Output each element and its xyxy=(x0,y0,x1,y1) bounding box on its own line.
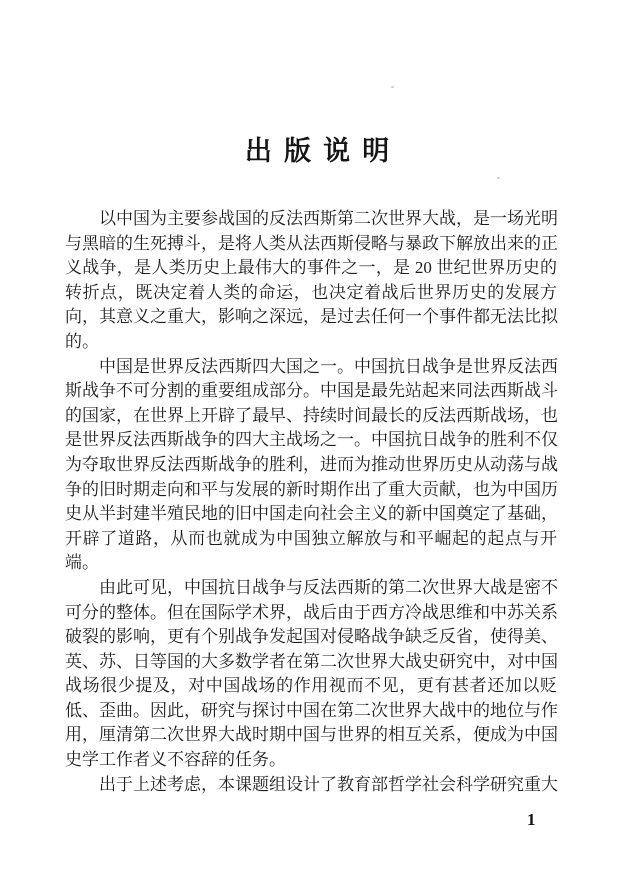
scan-speck xyxy=(391,86,394,88)
body-text xyxy=(65,207,557,797)
text-line: 斯战争不可分割的重要组成部分。中国是最先站起来同法西斯战斗 xyxy=(65,381,558,401)
text-line: 为夺取世界反法西斯战争的胜利，进而为推动世界历史从动荡与战 xyxy=(65,454,558,474)
text-line: 战场很少提及，对中国战场的作用视而不见，更有甚者还加以贬 xyxy=(65,676,557,696)
text-line: 开辟了道路，从而也就成为中国独立解放与和平崛起的起点与开 xyxy=(65,528,557,548)
scan-speck xyxy=(497,177,500,179)
paragraph xyxy=(65,355,557,576)
text-line: 的国家，在世界上开辟了最早、持续时间最长的反法西斯战场，也 xyxy=(65,405,558,425)
text-line: 出于上述考虑，本课题组设计了教育部哲学社会科学研究重大 xyxy=(99,774,558,794)
page-number: 1 xyxy=(527,810,536,829)
text-line: 低、歪曲。因此，研究与探讨中国在第二次世界大战中的地位与作 xyxy=(65,700,558,720)
text-line: 是世界反法西斯战争的四大主战场之一。中国抗日战争的胜利不仅 xyxy=(65,430,558,450)
text-line: 用，厘清第二次世界大战时期中国与世界的相互关系，便成为中国 xyxy=(65,725,558,745)
page-title: 出版说明 xyxy=(244,136,402,166)
paragraph xyxy=(65,576,557,773)
text-line: 转折点，既决定着人类的命运，也决定着战后世界历史的发展方 xyxy=(65,282,557,302)
text-line: 由此可见，中国抗日战争与反法西斯的第二次世界大战是密不 xyxy=(99,577,558,597)
text-line: 争的旧时期走向和平与发展的新时期作出了重大贡献，也为中国历 xyxy=(65,479,558,499)
text-line: 向，其意义之重大，影响之深远，是过去任何一个事件都无法比拟 xyxy=(65,307,558,327)
text-line: 与黑暗的生死搏斗，是将人类从法西斯侵略与暴政下解放出来的正 xyxy=(65,233,558,253)
text-line: 义战争，是人类历史上最伟大的事件之一，是 20 世纪世界历史的 xyxy=(65,258,557,278)
text-line: 端。 xyxy=(65,553,99,573)
text-line: 史学工作者义不容辞的任务。 xyxy=(65,750,286,770)
text-line: 破裂的影响，更有个别战争发起国对侵略战争缺乏反省，使得美、 xyxy=(65,627,558,647)
text-line: 以中国为主要参战国的反法西斯第二次世界大战，是一场光明 xyxy=(99,209,558,228)
text-line: 的。 xyxy=(65,331,99,351)
text-line: 英、苏、日等国的大多数学者在第二次世界大战史研究中，对中国 xyxy=(65,651,558,671)
text-line: 中国是世界反法西斯四大国之一。中国抗日战争是世界反法西 xyxy=(99,356,558,376)
text-line: 史从半封建半殖民地的旧中国走向社会主义的新中国奠定了基础， xyxy=(65,504,558,524)
text-line: 可分的整体。但在国际学术界，战后由于西方冷战思维和中苏关系 xyxy=(65,602,558,622)
paragraph xyxy=(65,773,557,798)
paragraph xyxy=(65,207,557,355)
